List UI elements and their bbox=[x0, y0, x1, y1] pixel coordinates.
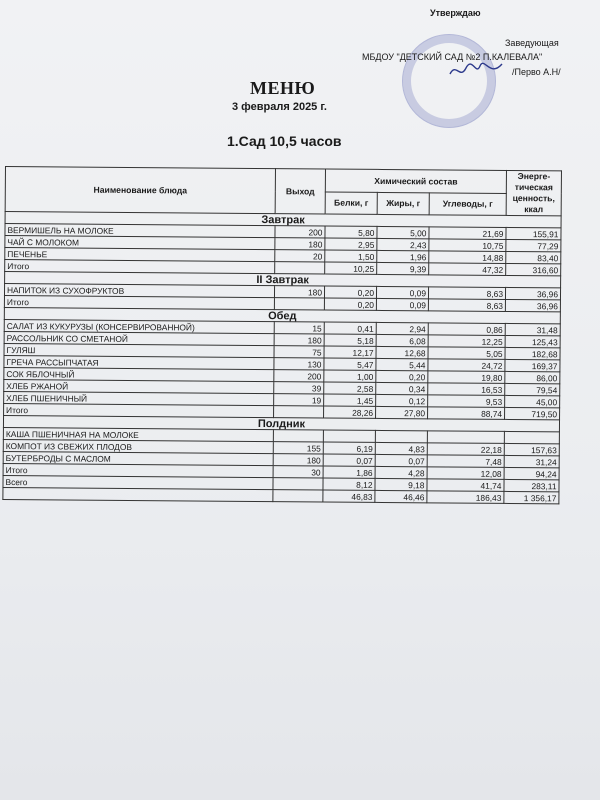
protein-value: 5,18 bbox=[324, 334, 376, 346]
carbs-value: 0,86 bbox=[428, 323, 505, 336]
section-title: Обед bbox=[4, 307, 560, 323]
carbs-value: 9,53 bbox=[428, 395, 505, 408]
dish-name: НАПИТОК ИЗ СУХОФРУКТОВ bbox=[4, 284, 274, 298]
energy-value: 79,54 bbox=[505, 383, 560, 395]
energy-value: 1 356,17 bbox=[504, 491, 559, 503]
fat-value: 9,18 bbox=[375, 478, 427, 490]
carbs-value: 5,05 bbox=[428, 347, 505, 360]
approve-label: Утверждаю bbox=[430, 8, 481, 18]
energy-value: 31,48 bbox=[505, 323, 560, 335]
carbs-value: 16,53 bbox=[428, 383, 505, 396]
dish-output: 200 bbox=[274, 370, 324, 382]
fat-value bbox=[375, 430, 427, 442]
dish-name: СОК ЯБЛОЧНЫЙ bbox=[4, 367, 274, 381]
fat-value: 5,44 bbox=[376, 358, 428, 370]
fat-value: 0,20 bbox=[376, 370, 428, 382]
dish-name: ВЕРМИШЕЛЬ НА МОЛОКЕ bbox=[5, 224, 275, 238]
energy-value: 125,43 bbox=[505, 335, 560, 347]
dish-name: ПЕЧЕНЬЕ bbox=[5, 248, 275, 262]
protein-value: 1,45 bbox=[324, 394, 376, 406]
protein-value: 28,26 bbox=[324, 406, 376, 418]
menu-date: 3 февраля 2025 г. bbox=[232, 101, 327, 113]
dish-name: ГРЕЧА РАССЫПЧАТАЯ bbox=[4, 355, 274, 369]
carbs-value: 22,18 bbox=[427, 443, 504, 456]
protein-value: 0,41 bbox=[324, 322, 376, 334]
dish-output: 200 bbox=[275, 226, 325, 238]
dish-output bbox=[274, 298, 324, 310]
head-position: Заведующая bbox=[505, 38, 559, 48]
protein-value: 12,17 bbox=[324, 346, 376, 358]
dish-name: Всего bbox=[3, 475, 273, 489]
dish-output: 39 bbox=[274, 382, 324, 394]
energy-value: 36,96 bbox=[505, 287, 560, 299]
fat-value: 0,09 bbox=[376, 286, 428, 298]
section-title: Полдник bbox=[3, 415, 559, 431]
dish-output: 180 bbox=[274, 334, 324, 346]
carbs-value: 7,48 bbox=[427, 455, 504, 468]
fat-value: 12,68 bbox=[376, 346, 428, 358]
dish-output: 180 bbox=[273, 454, 323, 466]
energy-value: 86,00 bbox=[505, 371, 560, 383]
dish-name: САЛАТ ИЗ КУКУРУЗЫ (КОНСЕРВИРОВАННОЙ) bbox=[4, 319, 274, 333]
carbs-value: 12,08 bbox=[427, 467, 504, 480]
protein-value: 6,19 bbox=[323, 442, 375, 454]
protein-value bbox=[323, 430, 375, 442]
protein-value: 0,20 bbox=[324, 286, 376, 298]
dish-output bbox=[275, 262, 325, 274]
organization-name: МБДОУ "ДЕТСКИЙ САД №2 П.КАЛЕВАЛА" bbox=[362, 52, 543, 62]
carbs-value: 12,25 bbox=[428, 335, 505, 348]
fat-value: 0,34 bbox=[376, 382, 428, 394]
fat-value: 27,80 bbox=[376, 406, 428, 418]
col-output-header: Выход bbox=[275, 169, 325, 214]
dish-output bbox=[273, 430, 323, 442]
fat-value: 9,39 bbox=[377, 262, 429, 274]
energy-value: 169,37 bbox=[505, 359, 560, 371]
fat-value: 6,08 bbox=[376, 334, 428, 346]
col-energy-header: Энерге-тическая ценность, ккал bbox=[506, 170, 561, 215]
carbs-value: 10,75 bbox=[429, 239, 506, 252]
protein-value: 46,83 bbox=[323, 490, 375, 502]
carbs-value: 47,32 bbox=[429, 263, 506, 276]
dish-name: ГУЛЯШ bbox=[4, 343, 274, 357]
dish-output: 180 bbox=[275, 238, 325, 250]
carbs-value: 186,43 bbox=[427, 491, 504, 504]
fat-value: 4,28 bbox=[375, 466, 427, 478]
dish-name: ХЛЕБ РЖАНОЙ bbox=[4, 379, 274, 393]
page-title: МЕНЮ bbox=[250, 78, 316, 98]
col-name-header: Наименование блюда bbox=[5, 167, 275, 214]
fat-value: 0,09 bbox=[376, 298, 428, 310]
dish-name bbox=[3, 487, 273, 501]
protein-value: 1,00 bbox=[324, 370, 376, 382]
energy-value: 155,91 bbox=[506, 227, 561, 239]
fat-value: 46,46 bbox=[375, 490, 427, 502]
fat-value: 2,94 bbox=[376, 322, 428, 334]
dish-name: РАССОЛЬНИК СО СМЕТАНОЙ bbox=[4, 331, 274, 345]
dish-name: КАША ПШЕНИЧНАЯ НА МОЛОКЕ bbox=[3, 427, 273, 441]
dish-output: 15 bbox=[274, 322, 324, 334]
dish-output: 130 bbox=[274, 358, 324, 370]
energy-value: 77,29 bbox=[506, 239, 561, 251]
dish-output bbox=[274, 406, 324, 418]
section-title: Завтрак bbox=[5, 212, 561, 228]
fat-value: 2,43 bbox=[377, 238, 429, 250]
fat-value: 4,83 bbox=[375, 442, 427, 454]
carbs-value: 14,88 bbox=[429, 251, 506, 264]
energy-value: 94,24 bbox=[504, 467, 559, 479]
carbs-value: 8,63 bbox=[428, 287, 505, 300]
protein-value: 2,58 bbox=[324, 382, 376, 394]
fat-value: 5,00 bbox=[377, 226, 429, 238]
energy-value: 719,50 bbox=[505, 407, 560, 419]
carbs-value: 21,69 bbox=[429, 227, 506, 240]
col-carbs-header: Углеводы, г bbox=[429, 192, 506, 215]
energy-value: 45,00 bbox=[505, 395, 560, 407]
col-chem-header: Химический состав bbox=[325, 169, 506, 193]
protein-value: 1,86 bbox=[323, 466, 375, 478]
carbs-value bbox=[427, 431, 504, 444]
carbs-value: 19,80 bbox=[428, 371, 505, 384]
energy-value: 31,24 bbox=[504, 455, 559, 467]
dish-name: Итого bbox=[5, 260, 275, 274]
energy-value: 36,96 bbox=[505, 299, 560, 311]
carbs-value: 24,72 bbox=[428, 359, 505, 372]
carbs-value: 8,63 bbox=[428, 299, 505, 312]
menu-table bbox=[2, 166, 562, 504]
dish-output: 180 bbox=[274, 286, 324, 298]
fat-value: 0,12 bbox=[376, 394, 428, 406]
signer-name: /Перво А.Н/ bbox=[512, 67, 561, 77]
dish-output: 155 bbox=[273, 442, 323, 454]
dish-output: 30 bbox=[273, 466, 323, 478]
dish-name: Итого bbox=[3, 463, 273, 477]
group-label: 1.Сад 10,5 часов bbox=[227, 133, 342, 149]
protein-value: 1,50 bbox=[325, 250, 377, 262]
menu-body bbox=[3, 212, 561, 504]
dish-name: КОМПОТ ИЗ СВЕЖИХ ПЛОДОВ bbox=[3, 439, 273, 453]
dish-name: ЧАЙ С МОЛОКОМ bbox=[5, 236, 275, 250]
protein-value: 2,95 bbox=[325, 238, 377, 250]
col-fat-header: Жиры, г bbox=[377, 192, 429, 215]
protein-value: 10,25 bbox=[325, 262, 377, 274]
energy-value: 157,63 bbox=[504, 443, 559, 455]
dish-output bbox=[273, 478, 323, 490]
dish-output bbox=[273, 490, 323, 502]
dish-name: Итого bbox=[4, 403, 274, 417]
dish-name: БУТЕРБРОДЫ С МАСЛОМ bbox=[3, 451, 273, 465]
energy-value: 182,68 bbox=[505, 347, 560, 359]
energy-value: 283,11 bbox=[504, 479, 559, 491]
protein-value: 5,47 bbox=[324, 358, 376, 370]
protein-value: 5,80 bbox=[325, 226, 377, 238]
col-protein-header: Белки, г bbox=[325, 192, 377, 215]
protein-value: 8,12 bbox=[323, 478, 375, 490]
energy-value: 83,40 bbox=[506, 251, 561, 263]
carbs-value: 88,74 bbox=[428, 407, 505, 420]
fat-value: 0,07 bbox=[375, 454, 427, 466]
dish-output: 19 bbox=[274, 394, 324, 406]
fat-value: 1,96 bbox=[377, 250, 429, 262]
dish-output: 75 bbox=[274, 346, 324, 358]
dish-output: 20 bbox=[275, 250, 325, 262]
carbs-value: 41,74 bbox=[427, 479, 504, 492]
dish-name: Итого bbox=[4, 295, 274, 309]
dish-name: ХЛЕБ ПШЕНИЧНЫЙ bbox=[4, 391, 274, 405]
protein-value: 0,20 bbox=[324, 298, 376, 310]
energy-value: 316,60 bbox=[506, 263, 561, 275]
section-title: II Завтрак bbox=[5, 272, 561, 288]
energy-value bbox=[504, 431, 559, 443]
protein-value: 0,07 bbox=[323, 454, 375, 466]
